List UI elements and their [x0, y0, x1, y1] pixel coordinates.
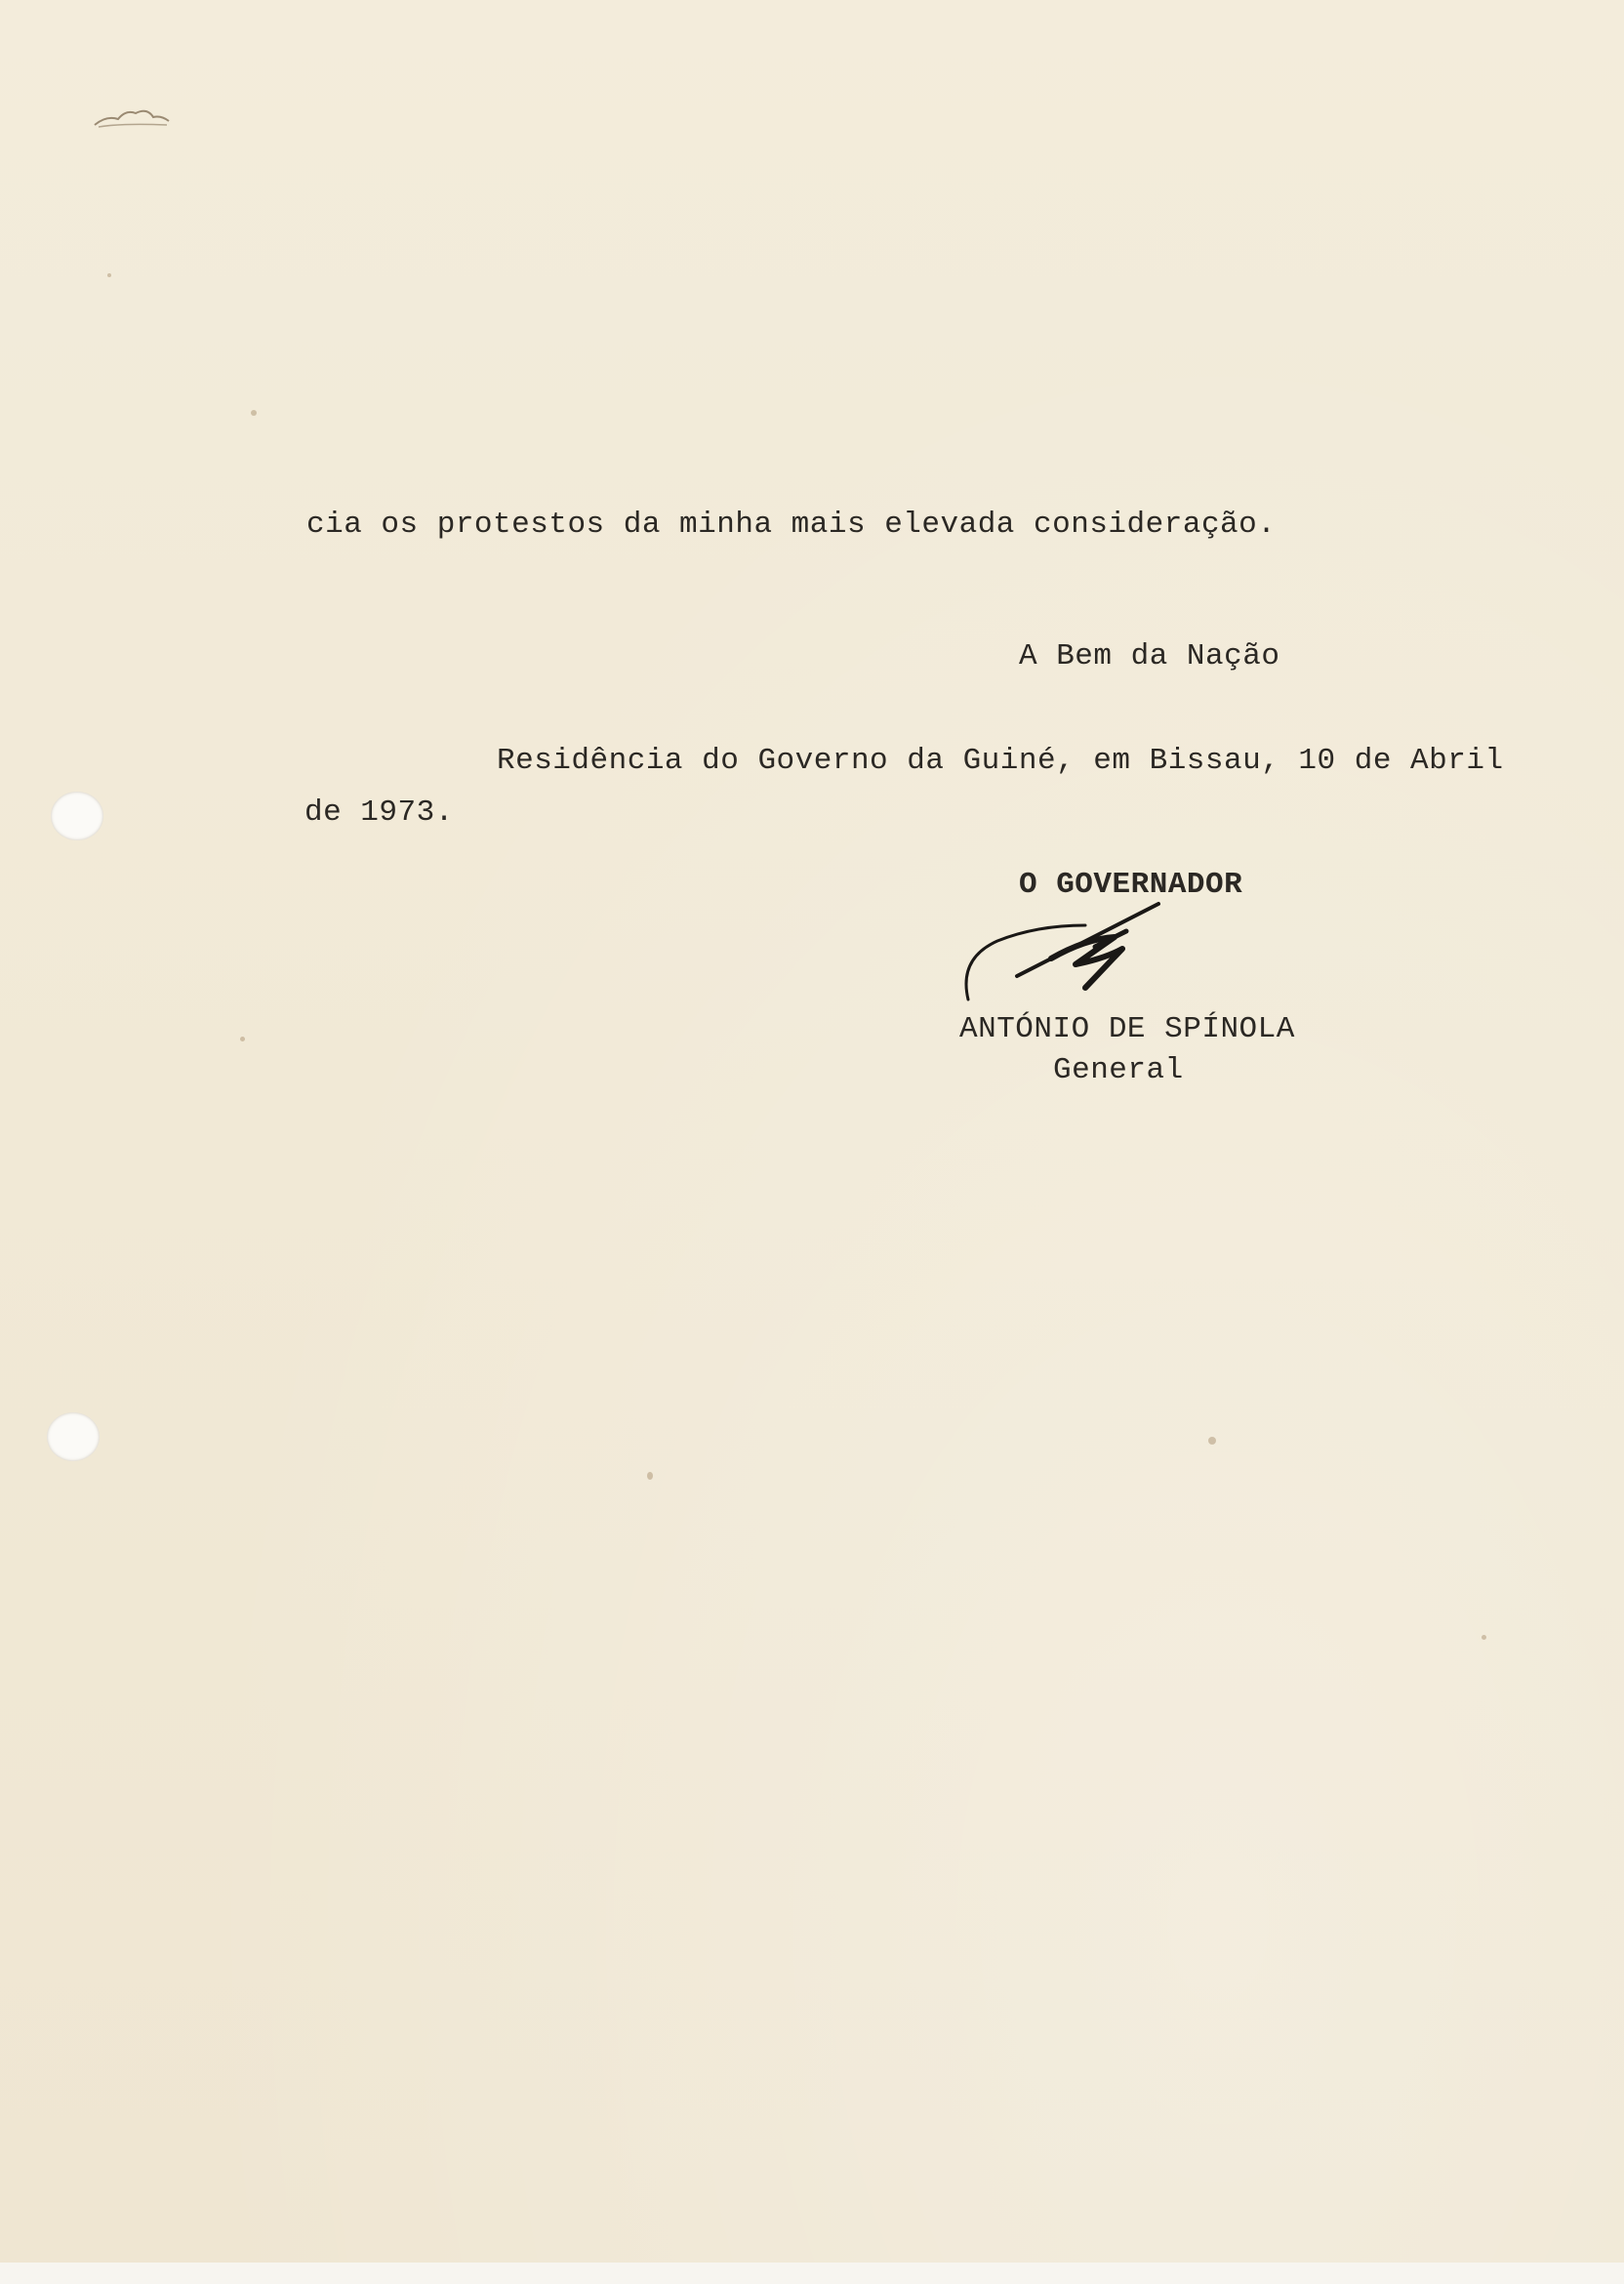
paper-speck [1208, 1437, 1216, 1445]
paper-speck [240, 1037, 245, 1041]
handwritten-signature [958, 890, 1173, 1007]
place-date-line: Residência do Governo da Guiné, em Bissau, 10 de Abril [497, 744, 1504, 778]
paper-speck [251, 410, 257, 416]
punch-hole-top [51, 792, 103, 840]
signatory-title: O GOVERNADOR [1019, 868, 1243, 902]
paper-speck [647, 1472, 653, 1480]
punch-hole-bottom [47, 1412, 100, 1461]
paper-speck [1482, 1635, 1486, 1640]
signatory-name: ANTÓNIO DE SPÍNOLA [959, 1012, 1295, 1046]
date-year-line: de 1973. [304, 795, 454, 830]
salutation-line: A Bem da Nação [1019, 639, 1280, 673]
paper-speck [107, 273, 111, 277]
paper-tear-mark [93, 107, 171, 131]
closing-line: cia os protestos da minha mais elevada consideração. [306, 508, 1277, 542]
signatory-rank: General [1053, 1053, 1184, 1087]
scan-bottom-edge [0, 2263, 1624, 2284]
